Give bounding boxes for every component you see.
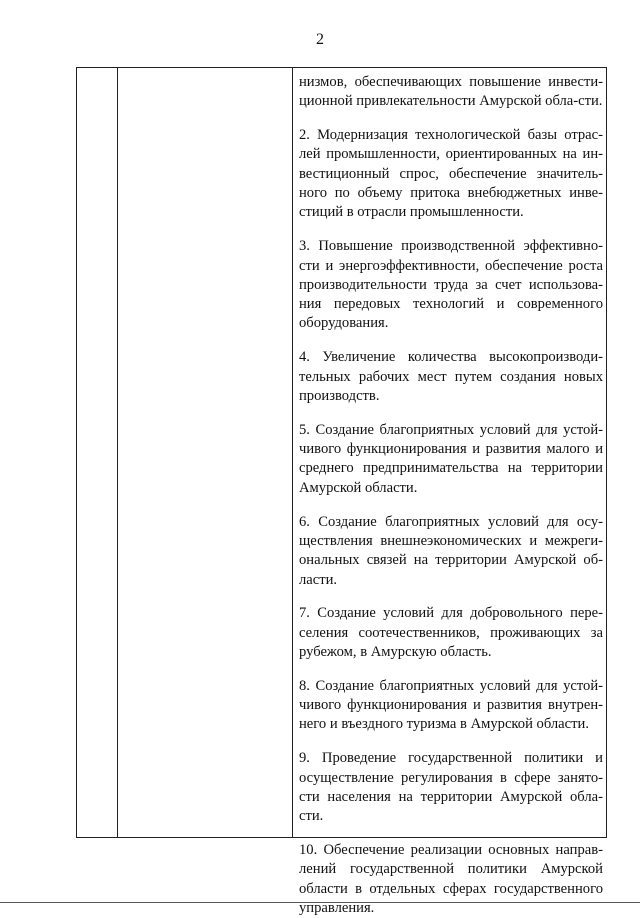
table-column-divider-2 [292,68,293,837]
table-column-divider-1 [117,68,118,837]
task-paragraph-8: 8. Создание благоприятных условий для устой-чивого функционирования и развития внутрен-него и въездного туризма в Амурской области. [299,677,603,733]
task-paragraph-1: низмов, обеспечивающих повышение инвести-ционной привлекательности Амурской обла-сти. [299,74,603,110]
task-paragraph-3: 3. Повышение производственной эффективно-сти и энергоэффективности, обеспечение роста производительности труда за счет использова-ния передовых технологий и современного оборудования. [299,238,603,332]
task-paragraph-10: 10. Обеспечение реализации основных направ-лений государственной политики Амурской области в отдельных сферах государственного управления. [299,842,603,917]
task-paragraph-6: 6. Создание благоприятных условий для осу-ществления внешнеэкономических и межреги-ональных связей на территории Амурской об-ласти. [299,513,603,588]
task-paragraph-9: 9. Проведение государственной политики и осуществление регулирования в сфере занято-сти населения на территории Амурской обла-сти. [299,750,603,825]
scan-edge-line [0,902,640,903]
task-paragraph-7: 7. Создание условий для добровольного пере-селения соотечественников, проживающих за рубежом, в Амурскую область. [299,605,603,660]
page-number: 2 [316,31,324,48]
task-paragraph-2: 2. Модернизация технологической базы отрас-лей промышленности, ориентированных на ин-вестиционный спрос, обеспечение значитель-ного по объему притока внебюджетных инве-стиций в отрасли промышленности. [299,127,603,221]
content-table [76,67,607,917]
task-paragraph-4: 4. Увеличение количества высокопроизводи-тельных рабочих мест путем создания новых производств. [299,349,603,404]
task-paragraph-5: 5. Создание благоприятных условий для устой-чивого функционирования и развития малого и среднего предпринимательства на территории Амурской области. [299,421,603,496]
tasks-column [299,73,603,918]
